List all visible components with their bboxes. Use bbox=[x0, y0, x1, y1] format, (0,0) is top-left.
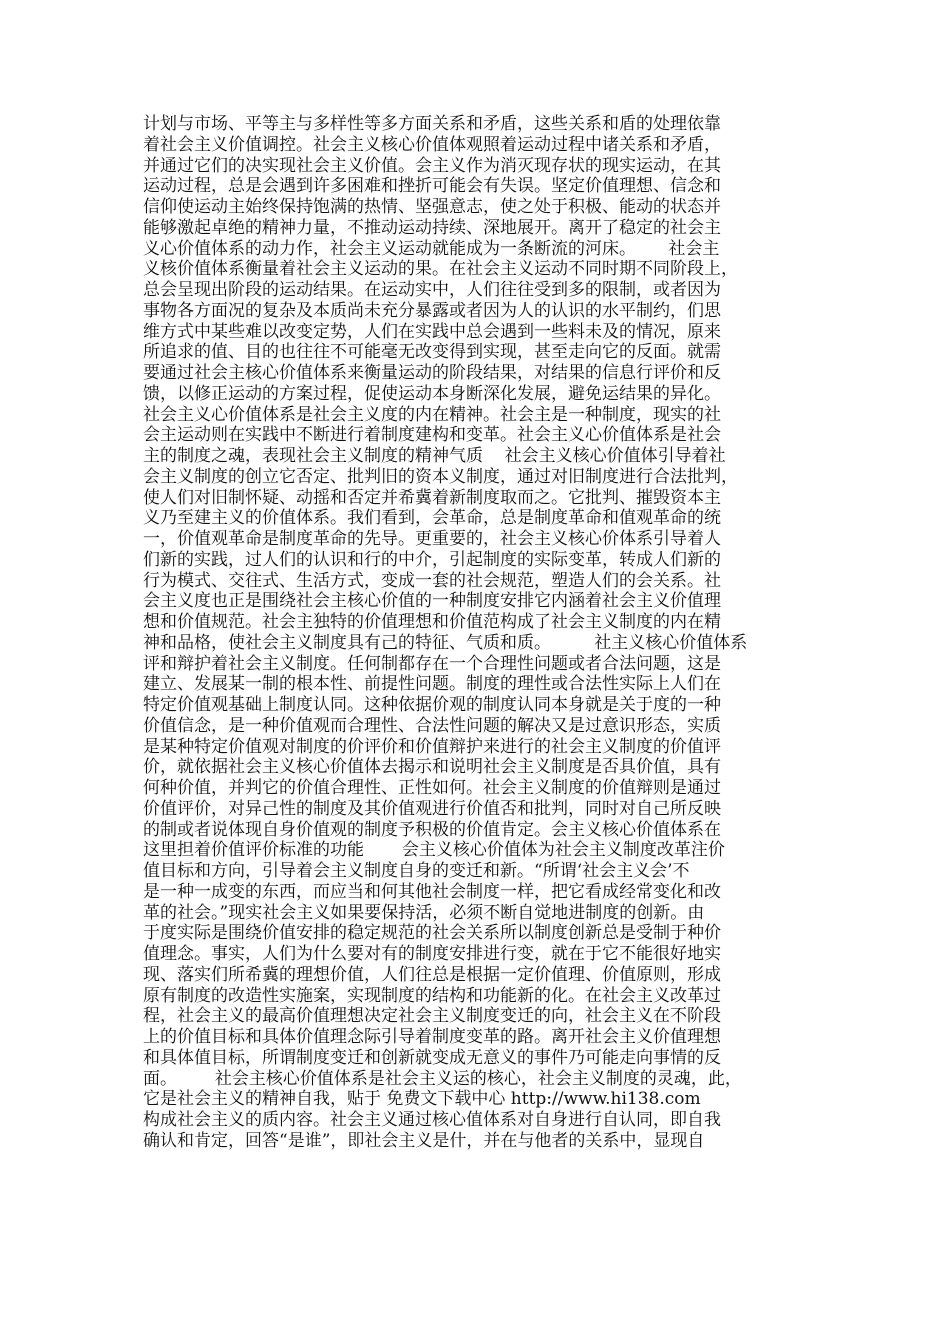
text-line: 一，价值观革命是制度革命的先导。更重要的，社会主义核心价体系引导着人 bbox=[143, 529, 721, 549]
text-line: 建立、发展某一制的根本性、前提性问题。制度的理性或合法性实际上人们在 bbox=[143, 674, 721, 695]
text-line: 计划与市场、平等主与多样性等多方面关系和矛盾，这些关系和盾的处理依靠 bbox=[143, 114, 721, 134]
text-line: 义心价值体系的动力作，社会主义运动就能成为一条断流的河床。 社会主 bbox=[143, 238, 720, 259]
text-line: 的制或者说体现自身价值观的制度予积极的价值肯定。会主义核心价值体系在 bbox=[143, 819, 721, 840]
text-line: 评和辩护着社会主义制度。任何制都存在一个合理性问题或者合法问题，这是 bbox=[143, 653, 721, 674]
text-line: 价值信念，是一种价值观而合理性、合法性问题的解决又是过意识形态，实质 bbox=[143, 715, 721, 736]
text-line: 何种价值，并判它的价值合理性、正性如何。社会主义制度的价值辩则是通过 bbox=[143, 778, 721, 798]
text-line: 义乃至建主义的价值体系。我们看到，会革命，总是制度革命和值观革命的统 bbox=[143, 508, 721, 529]
text-line: 构成社会主义的质内容。社会主义通过核心值体系对自身进行自认同，即自我 bbox=[143, 1110, 721, 1130]
text-line: 特定价值观基础上制度认同。这种依据价观的制度认同本身就是关于度的一种 bbox=[143, 695, 721, 715]
text-line: 社会主义心价值体系是社会主义度的内在精神。社会主是一种制度，现实的社 bbox=[143, 404, 721, 425]
text-line: 革的社会。”现实社会主义如果要保持活，必须不断自觉地进制度的创新。由 bbox=[143, 902, 705, 923]
text-line: 价值评价，对异己性的制度及其价值观进行价值否和批判，同时对自己所反映 bbox=[143, 798, 721, 819]
text-line: 值目标和方向，引导着会主义制度自身的变迁和新。“所谓‘社会主义会’不 bbox=[143, 861, 690, 881]
text-line: 所追求的值、目的也往往不可能毫无改变得到实现，甚至走向它的反面。就需 bbox=[143, 342, 721, 363]
text-line: 馈，以修正运动的方案过程，促使运动本身断深化发展，避免运结果的异化。 bbox=[143, 383, 721, 404]
text-line: 们新的实践，过人们的认识和行的中介，引起制度的实际变革，转成人们新的 bbox=[143, 549, 721, 570]
text-line: 价，就依据社会主义核心价值体去揭示和说明社会主义制度是否具价值，具有 bbox=[143, 757, 721, 778]
text-line: 会主运动则在实践中不断进行着制度建构和变革。社会主义心价值体系是社会 bbox=[143, 425, 721, 446]
text-line: 维方式中某些难以改变定势，人们在实践中总会遇到一些料未及的情况，原来 bbox=[143, 321, 721, 342]
text-line: 想和价值规范。社会主独特的价值理想和价值范构成了社会主义制度的内在精 bbox=[143, 612, 721, 632]
text-line: 会主义度也正是围绕社会主核心价值的一种制度安排它内涵着社会主义价值理 bbox=[143, 591, 721, 612]
text-line: 能够激起卓绝的精神力量，不推动运动持续、深地展开。离开了稳定的社会主 bbox=[143, 217, 721, 238]
text-line: 使人们对旧制怀疑、动摇和否定并希冀着新制度取而之。它批判、摧毁资本主 bbox=[143, 487, 721, 508]
text-line: 和具体值目标，所谓制度变迁和创新就变成无意义的事件乃可能走向事情的反 bbox=[143, 1047, 721, 1068]
text-line: 信仰使运动主始终保持饱满的热情、坚强意志，使之处于积极、能动的状态并 bbox=[143, 197, 721, 217]
text-line: 这里担着价值评价标准的功能 会主义核心价值体为社会主义制度改革注价 bbox=[143, 840, 725, 861]
text-line: 行为模式、交往式、生活方式，变成一套的社会规范，塑造人们的会关系。社 bbox=[143, 570, 721, 591]
text-line: 面。 社会主核心价值体系是社会主义运的核心，社会主义制度的灵魂，此， bbox=[143, 1068, 742, 1089]
text-line: 确认和肯定，回答“是谁”，即社会主义是什，并在与他者的关系中，显现自 bbox=[143, 1130, 705, 1151]
text-line: 会主义制度的创立它否定、批判旧的资本义制度，通过对旧制度进行合法批判， bbox=[143, 466, 738, 487]
text-line: 并通过它们的决实现社会主义价值。会主义作为消灭现存状的现实运动，在其 bbox=[143, 155, 721, 176]
text-line: 上的价值目标和具体价值理念际引导着制度变革的路。离开社会主义价值理想 bbox=[143, 1027, 721, 1047]
text-line: 于度实际是围绕价值安排的稳定规范的社会关系所以制度创新总是受制于种价 bbox=[143, 923, 721, 944]
text-line: 原有制度的改造性实施案，实现制度的结构和功能新的化。在社会主义改革过 bbox=[143, 985, 721, 1006]
text-line: 义核价值体系衡量着社会主义运动的果。在社会主义运动不同时期不同阶段上， bbox=[143, 259, 738, 280]
text-line: 神和品格，使社会主义制度具有己的特征、气质和质。 社主义核心价值体系 bbox=[143, 632, 748, 653]
text-line: 现、落实们所希冀的理想价值，人们往总是根据一定价值理、价值原则，形成 bbox=[143, 964, 721, 985]
text-line: 事物各方面况的复杂及本质尚未充分暴露或者因为人的认识的水平制约，们思 bbox=[143, 300, 721, 321]
text-line: 运动过程，总是会遇到许多困难和挫折可能会有失误。坚定价值理想、信念和 bbox=[143, 176, 721, 197]
text-line: 着社会主义价值调控。社会主义核心价值体观照着运动过程中诸关系和矛盾， bbox=[143, 134, 721, 155]
text-line: 是某种特定价值观对制度的价评价和价值辩护来进行的社会主义制度的价值评 bbox=[143, 736, 721, 757]
document-body bbox=[143, 114, 803, 1152]
text-line: 程，社会主义的最高价值理想决定社会主义制度变迁的向，社会主义在不阶段 bbox=[143, 1006, 721, 1027]
text-line: 是一种一成变的东西，而应当和何其他社会制度一样，把它看成经常变化和改 bbox=[143, 881, 721, 902]
text-line: 要通过社会主核心价值体系来衡量运动的阶段结果，对结果的信息行评价和反 bbox=[143, 363, 721, 383]
text-line: 值理念。事实，人们为什么要对有的制度安排进行变，就在于它不能很好地实 bbox=[143, 944, 721, 964]
text-line: 主的制度之魂，表现社会主义制度的精神气质 社会主义核心价值体引导着社 bbox=[143, 446, 726, 466]
text-line: 总会呈现出阶段的运动结果。在运动实中，人们往往受到多的限制，或者因为 bbox=[143, 280, 721, 300]
text-line: 它是社会主义的精神自我，贴于 免费文下载中心 http://www.hi138.com bbox=[143, 1089, 701, 1110]
